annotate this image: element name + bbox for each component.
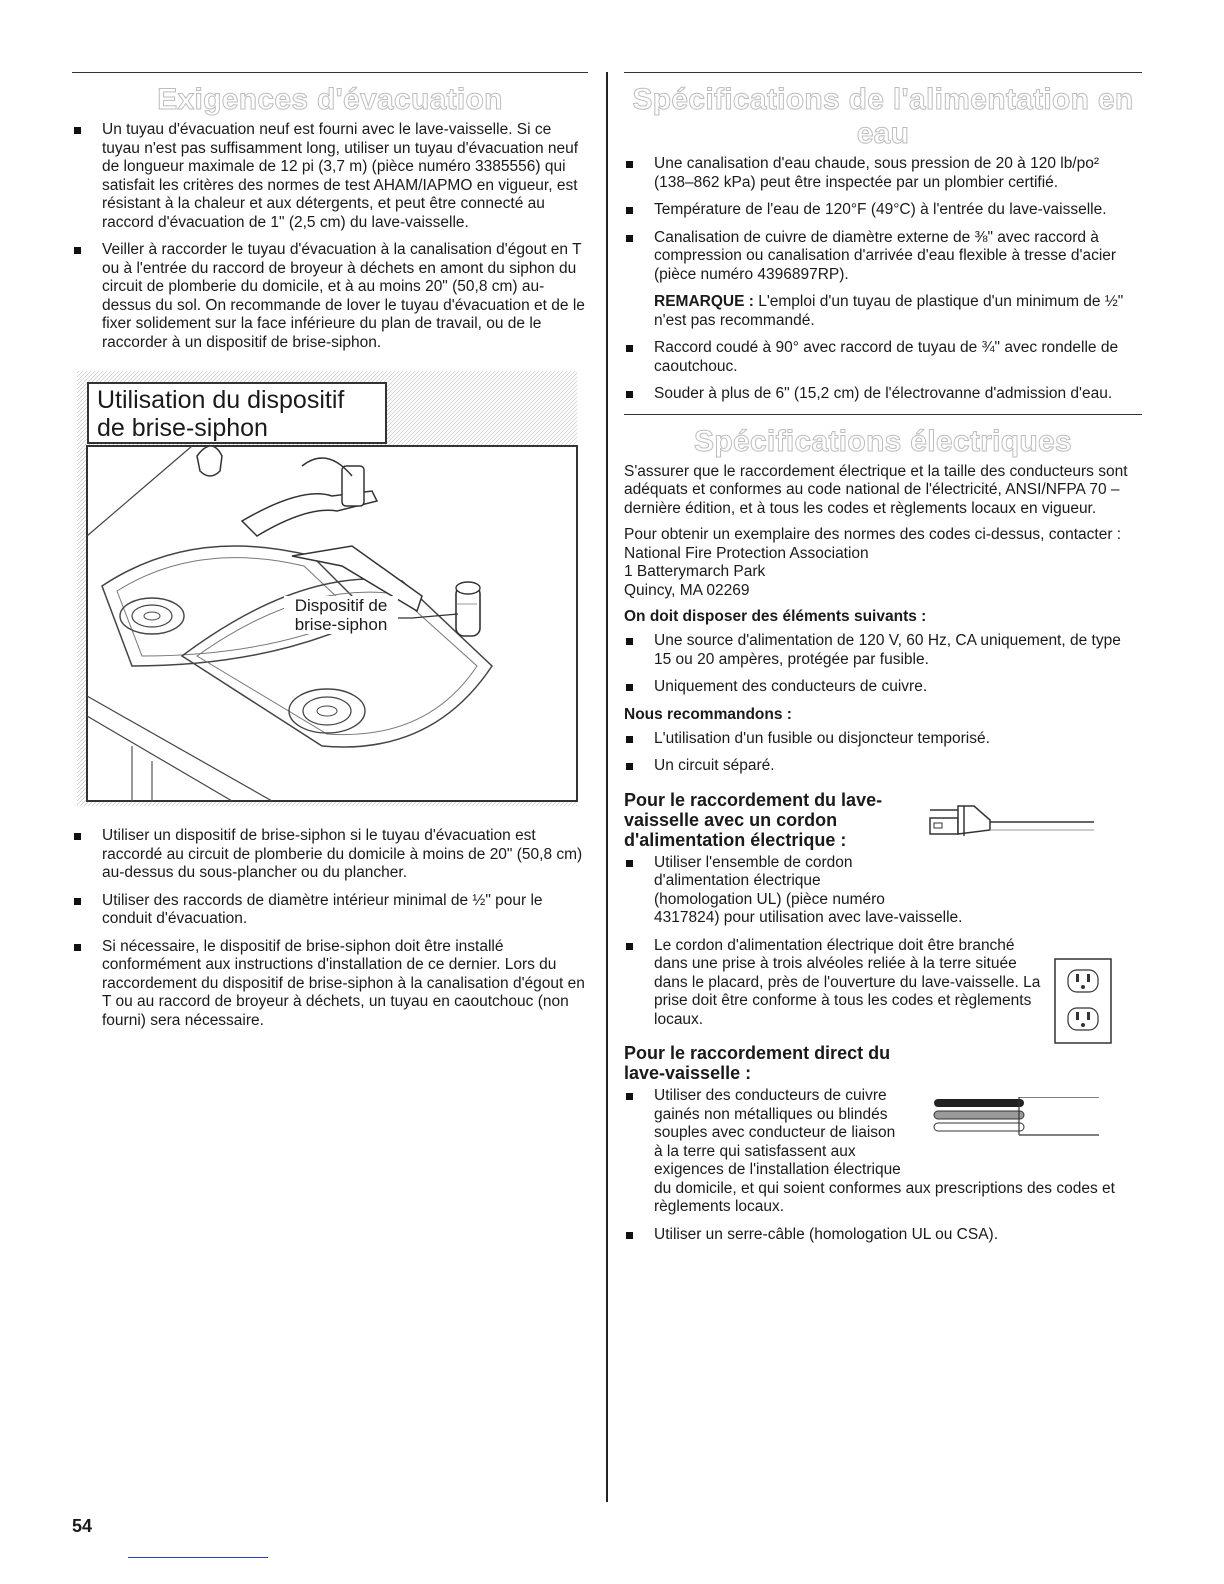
recommend-list [624,730,1142,776]
list-item: Canalisation de cuivre de diamètre externe de ⅜" avec raccord à compression ou canalisation d'arrivée d'eau flexible à tresse d'acier (pièce numéro 4396897RP). [624,229,1142,285]
drain-requirements-title: Exigences d'évacuation [157,83,503,116]
section-rule [624,414,1142,415]
address-block [624,545,1142,601]
water-bullets-b [624,339,1142,404]
cord-section [624,790,1142,1030]
list-item: Si nécessaire, le dispositif de brise-siphon doit être installé conformément aux instructions d'installation de ce dernier. Lors du raccordement du dispositif de brise-siphon à la canalisation d'égout en T ou au raccord de broyeur à déchets, un tuyau en caoutchouc (non fourni) sera nécessaire. [72,938,588,1031]
note-text: L'emploi d'un tuyau de plastique d'un minimum de ½" n'est pas recommandé. [654,293,1124,329]
water-note [624,293,1142,330]
footer-line [128,1557,268,1558]
address-line: Quincy, MA 02269 [624,581,750,599]
list-item: Souder à plus de 6" (15,2 cm) de l'électrovanne d'admission d'eau. [624,385,1142,404]
list-item [624,854,1142,928]
electrical-intro: S'assurer que le raccordement électrique et la taille des conducteurs sont adéquats et conformes au code national de l'électricité, ANSI/NFPA 70 – dernière édition, et à tous les codes et règlements locaux en vigueur. [624,462,1128,517]
drain-bullets-top [72,121,588,352]
list-item: Une source d'alimentation de 120 V, 60 Hz, CA uniquement, de type 15 ou 20 ampères, protégée par fusible. [624,632,1142,669]
section-rule [72,72,588,73]
list-item: Raccord coudé à 90° avec raccord de tuyau de ¾" avec rondelle de caoutchouc. [624,339,1142,376]
icon-spacer [902,854,1142,892]
list-item: Utiliser des raccords de diamètre intérieur minimal de ½" pour le conduit d'évacuation. [72,892,588,929]
direct-bullet-text: Utiliser des conducteurs de cuivre gainés non métalliques ou blindés souples avec conducteur de liaison à la terre qui satisfassent aux exigences de l'installation électrique du domicile, et qui soient conformes aux prescriptions des codes et règlements locaux. [654,1087,1115,1215]
column-divider [606,72,608,1502]
left-column [72,72,588,1039]
list-item: Utiliser un dispositif de brise-siphon si le tuyau d'évacuation est raccordé au circuit de plomberie du domicile à moins de 20" (50,8 cm) au-dessus du sous-plancher ou du plancher. [72,827,588,883]
cord-bullet-text: Le cordon d'alimentation électrique doit être branché dans une prise à trois alvéoles reliée à la terre située dans le placard, près de l'ouverture du lave-vaisselle. La prise doit être conforme à tous les codes et règlements locaux. [654,936,1041,1028]
section-rule [624,72,1142,73]
right-column [624,72,1142,1253]
direct-heading: Pour le raccordement direct du lave-vaisselle : [624,1043,891,1083]
icon-spacer [902,1087,1142,1179]
cord-bullet-text: Utiliser l'ensemble de cordon d'alimentation électrique (homologation UL) (pièce numéro 4317824) pour utilisation avec lave-vaisselle. [654,853,963,926]
drain-bullets-bottom [72,827,588,1030]
list-item: Veiller à raccorder le tuyau d'évacuation à la canalisation d'égout en T ou à l'entrée du raccord de broyeur à déchets en amont du siphon du circuit de plomberie du domicile, et à au moins 20" (50,8 cm) au-dessus du sol. On recommande de lover le tuyau d'évacuation et de le fixer solidement sur la face inférieure du plan de travail, ou de le raccorder à un dispositif de brise-siphon. [72,241,588,352]
water-supply-title: Spécifications de l'alimentation en eau [632,83,1134,150]
list-item: Un circuit séparé. [624,757,1142,776]
direct-section [624,1043,1142,1244]
must-have-heading: On doit disposer des éléments suivants : [624,608,927,625]
note-label: REMARQUE : [654,293,754,310]
recommend-heading: Nous recommandons : [624,705,792,723]
electrical-contact: Pour obtenir un exemplaire des normes des codes ci-dessus, contacter : [624,526,1122,543]
list-item: Uniquement des conducteurs de cuivre. [624,678,1142,697]
list-item: Un tuyau d'évacuation neuf est fourni avec le lave-vaisselle. Si ce tuyau n'est pas suffisamment long, utiliser un tuyau d'évacuation neuf de longueur maximale de 12 pi (3,7 m) (pièce numéro 3385556) qui satisfait les critères des normes de test AHAM/IAPMO en vigueur, est résistant à la chaleur et aux détergents, et peut être connecté au raccord d'évacuation de 1" (2,5 cm) du lave-vaisselle. [72,121,588,232]
air-gap-figure [72,366,582,811]
list-item: L'utilisation d'un fusible ou disjoncteur temporisé. [624,730,1142,749]
water-bullets-a [624,155,1142,284]
list-item [624,1087,1142,1217]
page-number: 54 [72,1516,93,1536]
must-have-list [624,632,1142,697]
address-line: National Fire Protection Association [624,544,869,562]
power-cord-plug-icon [924,796,1104,846]
electrical-title: Spécifications électriques [694,424,1072,458]
grounded-outlet-icon [1054,958,1112,1044]
list-item: Utiliser un serre-câble (homologation UL ou CSA). [624,1226,1142,1245]
list-item: Une canalisation d'eau chaude, sous pression de 20 à 120 lb/po² (138–862 kPa) peut être inspectée par un plombier certifié. [624,155,1142,192]
direct-bullets [624,1087,1142,1244]
air-gap-label: Dispositif de brise-siphon [284,596,398,634]
list-item: Température de l'eau de 120°F (49°C) à l'entrée du lave-vaisselle. [624,201,1142,220]
figure-title: Utilisation du dispositif de brise-siphon [87,382,387,444]
cord-heading: Pour le raccordement du lave-vaisselle avec un cordon d'alimentation électrique : [624,789,883,850]
address-line: 1 Batterymarch Park [624,563,766,580]
